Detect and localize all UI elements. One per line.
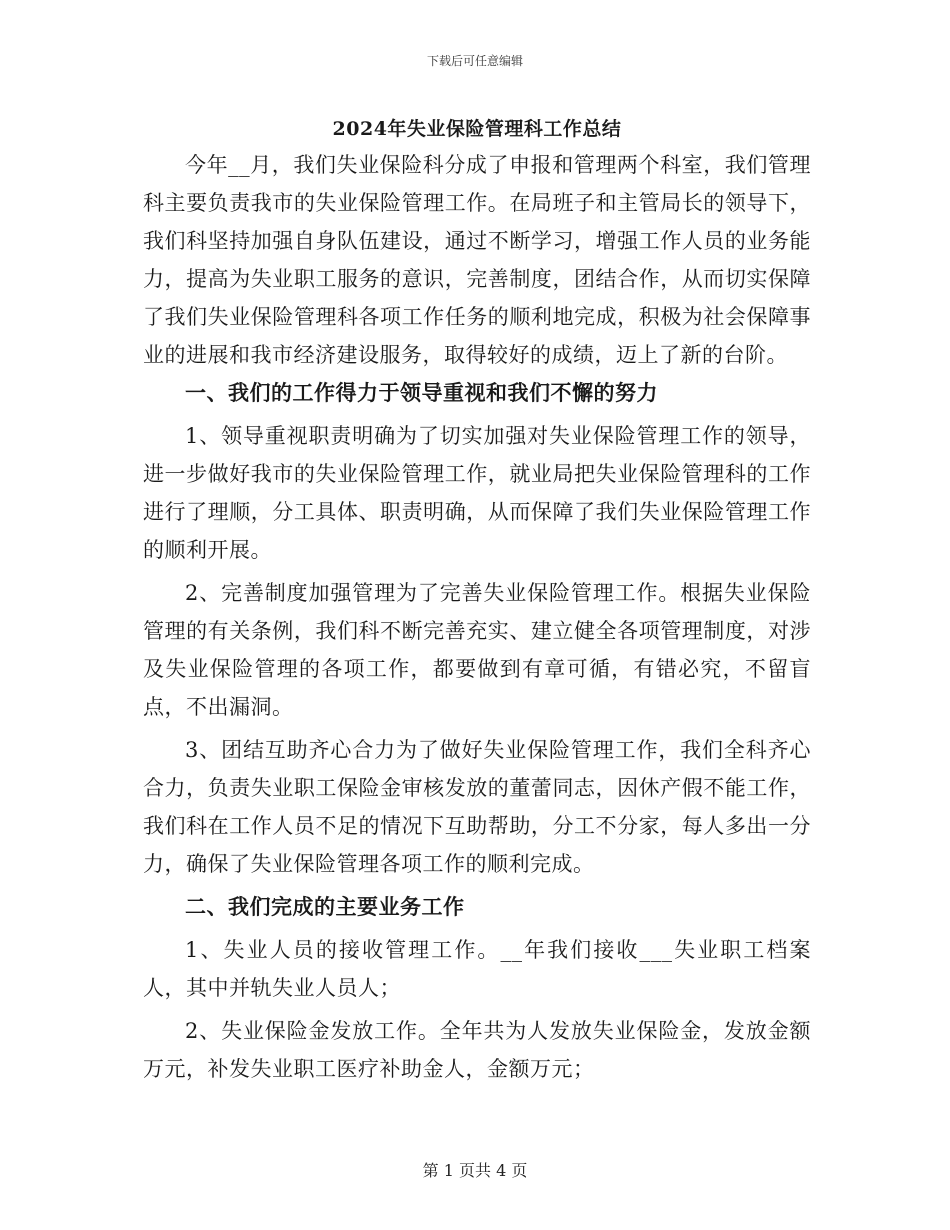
section-1-item-1: 1、领导重视职责明确为了切实加强对失业保险管理工作的领导，进一步做好我市的失业保险管理工作，就业局把失业保险管理科的工作进行了理顺，分工具体、职责明确，从而保障了我们失业保险管理工作的顺利开展。 <box>143 424 811 562</box>
section-2-item-1: 1、失业人员的接收管理工作。__年我们接收___失业职工档案人，其中并轨失业人员人； <box>143 938 811 1000</box>
document-body <box>143 112 811 1088</box>
document-title: 2024年失业保险管理科工作总结 <box>332 118 622 140</box>
page-header-note: 下载后可任意编辑 <box>426 54 523 68</box>
page-number-footer: 第 1 页共 4 页 <box>422 1161 528 1180</box>
section-1-item-3: 3、团结互助齐心合力为了做好失业保险管理工作，我们全科齐心合力，负责失业职工保险金审核发放的董蕾同志，因休产假不能工作，我们科在工作人员不足的情况下互助帮助，分工不分家，每人多出一分力，确保了失业保险管理各项工作的顺利完成。 <box>143 738 811 876</box>
intro-paragraph: 今年__月，我们失业保险科分成了申报和管理两个科室，我们管理科主要负责我市的失业保险管理工作。在局班子和主管局长的领导下，我们科坚持加强自身队伍建设，通过不断学习，增强工作人员的业务能力，提高为失业职工服务的意识，完善制度，团结合作，从而切实保障了我们失业保险管理科各项工作任务的顺利地完成，积极为社会保障事业的进展和我市经济建设服务，取得较好的成绩，迈上了新的台阶。 <box>143 153 811 367</box>
section-1-item-2: 2、完善制度加强管理为了完善失业保险管理工作。根据失业保险管理的有关条例，我们科不断完善充实、建立健全各项管理制度，对涉及失业保险管理的各项工作，都要做到有章可循，有错必究，不留盲点，不出漏洞。 <box>143 581 811 719</box>
section-2-item-2: 2、失业保险金发放工作。全年共为人发放失业保险金，发放金额万元，补发失业职工医疗补助金人，金额万元； <box>143 1019 811 1081</box>
section-1-heading: 一、我们的工作得力于领导重视和我们不懈的努力 <box>185 380 658 405</box>
section-2-heading: 二、我们完成的主要业务工作 <box>185 894 465 919</box>
